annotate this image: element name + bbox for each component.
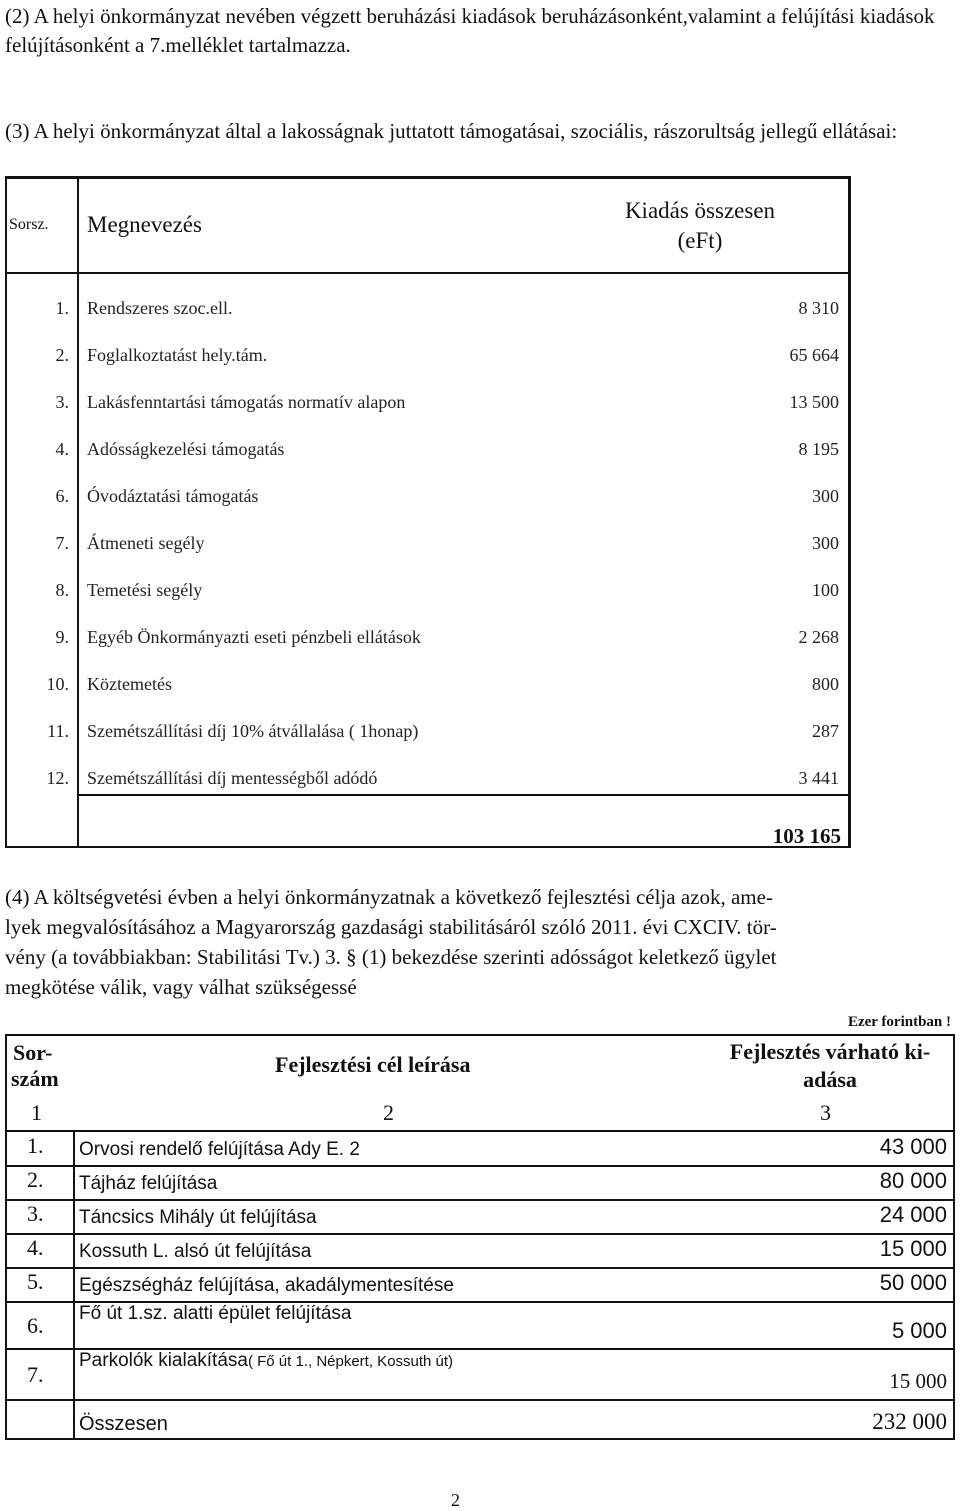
row-description-detail: ( Fő út 1., Népkert, Kossuth út) xyxy=(247,1353,454,1370)
paragraph-4-line: lyek megvalósításához a Magyarország gazdasági stabilitásáról szóló 2011. évi CXCIV. tör- xyxy=(5,915,777,939)
row-number: 7. xyxy=(55,533,69,553)
table1-header-amount-line2: (eFt) xyxy=(677,228,723,253)
table2-header-no-line1: Sor- xyxy=(13,1040,53,1065)
row-value: 43 000 xyxy=(879,1134,947,1159)
row-value: 8 195 xyxy=(798,439,839,459)
table-row xyxy=(5,298,851,328)
table2-border-top xyxy=(5,1034,955,1036)
row-name: Rendszeres szoc.ell. xyxy=(87,298,233,318)
row-value: 2 268 xyxy=(798,627,839,647)
row-number: 7. xyxy=(27,1362,44,1387)
row-number: 2. xyxy=(27,1167,44,1192)
row-value: 50 000 xyxy=(879,1270,947,1295)
row-number: 8. xyxy=(55,580,69,600)
row-description: Orvosi rendelő felújítása Ady E. 2 xyxy=(79,1139,360,1160)
table-row xyxy=(5,1199,955,1233)
table-row xyxy=(5,392,851,422)
paragraph-4-line: (4) A költségvetési évben a helyi önkormányzatnak a következő fejlesztési célja azok, ame- xyxy=(5,885,773,909)
table2-index-col3: 3 xyxy=(820,1100,831,1125)
table2-index-col2: 2 xyxy=(383,1100,394,1125)
table2-header-value-line1: Fejlesztés várható ki- xyxy=(729,1039,931,1064)
row-value: 80 000 xyxy=(879,1168,947,1193)
row-value: 287 xyxy=(812,721,839,741)
row-divider xyxy=(5,1399,955,1401)
table1-header-amount-line1: Kiadás összesen xyxy=(624,198,776,223)
row-description-main: Parkolók kialakítása xyxy=(79,1350,248,1371)
row-value: 15 000 xyxy=(879,1236,947,1261)
table-row xyxy=(5,345,851,375)
row-description: Tájház felújítása xyxy=(79,1173,218,1194)
row-number: 11. xyxy=(47,721,69,741)
row-value: 65 664 xyxy=(789,345,839,365)
row-name: Óvodáztatási támogatás xyxy=(87,486,259,506)
table2-header-value-line2: adása xyxy=(803,1067,857,1092)
table-row xyxy=(5,1131,955,1165)
row-number: 10. xyxy=(46,674,69,694)
table-row xyxy=(5,580,851,610)
row-value: 800 xyxy=(812,674,839,694)
row-name: Szemétszállítási díj 10% átvállalása ( 1honap) xyxy=(87,721,419,741)
table2-border-bottom xyxy=(5,1438,955,1440)
row-number: 4. xyxy=(27,1235,44,1260)
row-name: Adósságkezelési támogatás xyxy=(87,439,285,459)
table1-header-amount xyxy=(565,198,835,254)
table1-header-no: Sorsz. xyxy=(9,216,49,233)
paragraph-4-line: vény (a továbbiakban: Stabilitási Tv.) 3. § (1) bekezdése szerinti adósságot keletkező ügylet xyxy=(5,945,777,969)
row-value: 13 500 xyxy=(789,392,839,412)
table-row xyxy=(5,1165,955,1199)
table2-total-label: Összesen xyxy=(79,1413,168,1435)
row-number: 1. xyxy=(27,1133,44,1158)
row-value: 5 000 xyxy=(891,1318,947,1343)
table2-header-no-line2: szám xyxy=(11,1066,59,1091)
row-name: Köztemetés xyxy=(87,674,172,694)
row-name: Egyéb Önkormányazti eseti pénzbeli ellátások xyxy=(87,627,421,647)
row-number: 5. xyxy=(27,1269,44,1294)
table-row xyxy=(5,1348,955,1399)
paragraph-4 xyxy=(5,882,955,1002)
row-value: 3 441 xyxy=(798,768,839,788)
table2-header-no xyxy=(13,1040,59,1092)
social-benefits-table xyxy=(5,176,851,848)
row-value: 24 000 xyxy=(879,1202,947,1227)
table2-total-value: 232 000 xyxy=(872,1409,947,1434)
table1-total: 103 165 xyxy=(772,824,841,848)
row-name: Átmeneti segély xyxy=(87,533,205,553)
paragraph-3: (3) A helyi önkormányzat által a lakosságnak juttatott támogatásai, szociális, rászorultság jellegű ellátásai: xyxy=(5,119,898,143)
row-number: 6. xyxy=(27,1313,44,1338)
table-row xyxy=(5,533,851,563)
row-number: 12. xyxy=(46,768,69,788)
row-number: 3. xyxy=(27,1201,44,1226)
unit-note: Ezer forintban ! xyxy=(847,1014,951,1030)
row-number: 2. xyxy=(55,345,69,365)
row-description: Fő út 1.sz. alatti épület felújítása xyxy=(79,1303,352,1324)
table-row xyxy=(5,1301,955,1348)
row-number: 6. xyxy=(55,486,69,506)
row-value: 15 000 xyxy=(889,1369,947,1393)
row-name: Szemétszállítási díj mentességből adódó xyxy=(87,768,378,788)
row-description: Táncsics Mihály út felújítása xyxy=(79,1207,317,1228)
row-description: Kossuth L. alsó út felújítása xyxy=(79,1241,312,1262)
table-row xyxy=(5,627,851,657)
row-number: 9. xyxy=(55,627,69,647)
row-value: 8 310 xyxy=(798,298,839,318)
table2-header-value xyxy=(705,1038,955,1094)
page-number: 2 xyxy=(451,1490,460,1510)
row-value: 300 xyxy=(812,533,839,553)
table2-index-col1: 1 xyxy=(31,1100,42,1125)
table2-header-desc: Fejlesztési cél leírása xyxy=(275,1052,471,1077)
row-name: Lakásfenntartási támogatás normatív alapon xyxy=(87,392,406,412)
row-value: 100 xyxy=(812,580,839,600)
table-row xyxy=(5,439,851,469)
row-description: Egészségház felújítása, akadálymentesítése xyxy=(79,1275,454,1296)
paragraph-2: (2) A helyi önkormányzat nevében végzett beruházási kiadások beruházásonként,valamint a felújítási kiadások felújításonként a 7.melléklet tartalmazza. xyxy=(5,4,935,57)
row-value: 300 xyxy=(812,486,839,506)
table-row xyxy=(5,721,851,751)
table-row xyxy=(5,674,851,704)
table-row xyxy=(5,1267,955,1301)
row-number: 1. xyxy=(55,298,69,318)
row-number: 4. xyxy=(55,439,69,459)
row-description xyxy=(79,1350,453,1372)
table-row xyxy=(5,486,851,516)
table-row xyxy=(5,768,851,798)
table1-header-divider xyxy=(5,272,851,274)
row-name: Temetési segély xyxy=(87,580,203,600)
table1-header-name: Megnevezés xyxy=(87,212,202,237)
paragraph-4-line: megkötése válik, vagy válhat szükségessé xyxy=(5,975,357,999)
table-row xyxy=(5,1233,955,1267)
development-goals-table xyxy=(5,1034,955,1440)
row-name: Foglalkoztatást hely.tám. xyxy=(87,345,268,365)
row-number: 3. xyxy=(55,392,69,412)
